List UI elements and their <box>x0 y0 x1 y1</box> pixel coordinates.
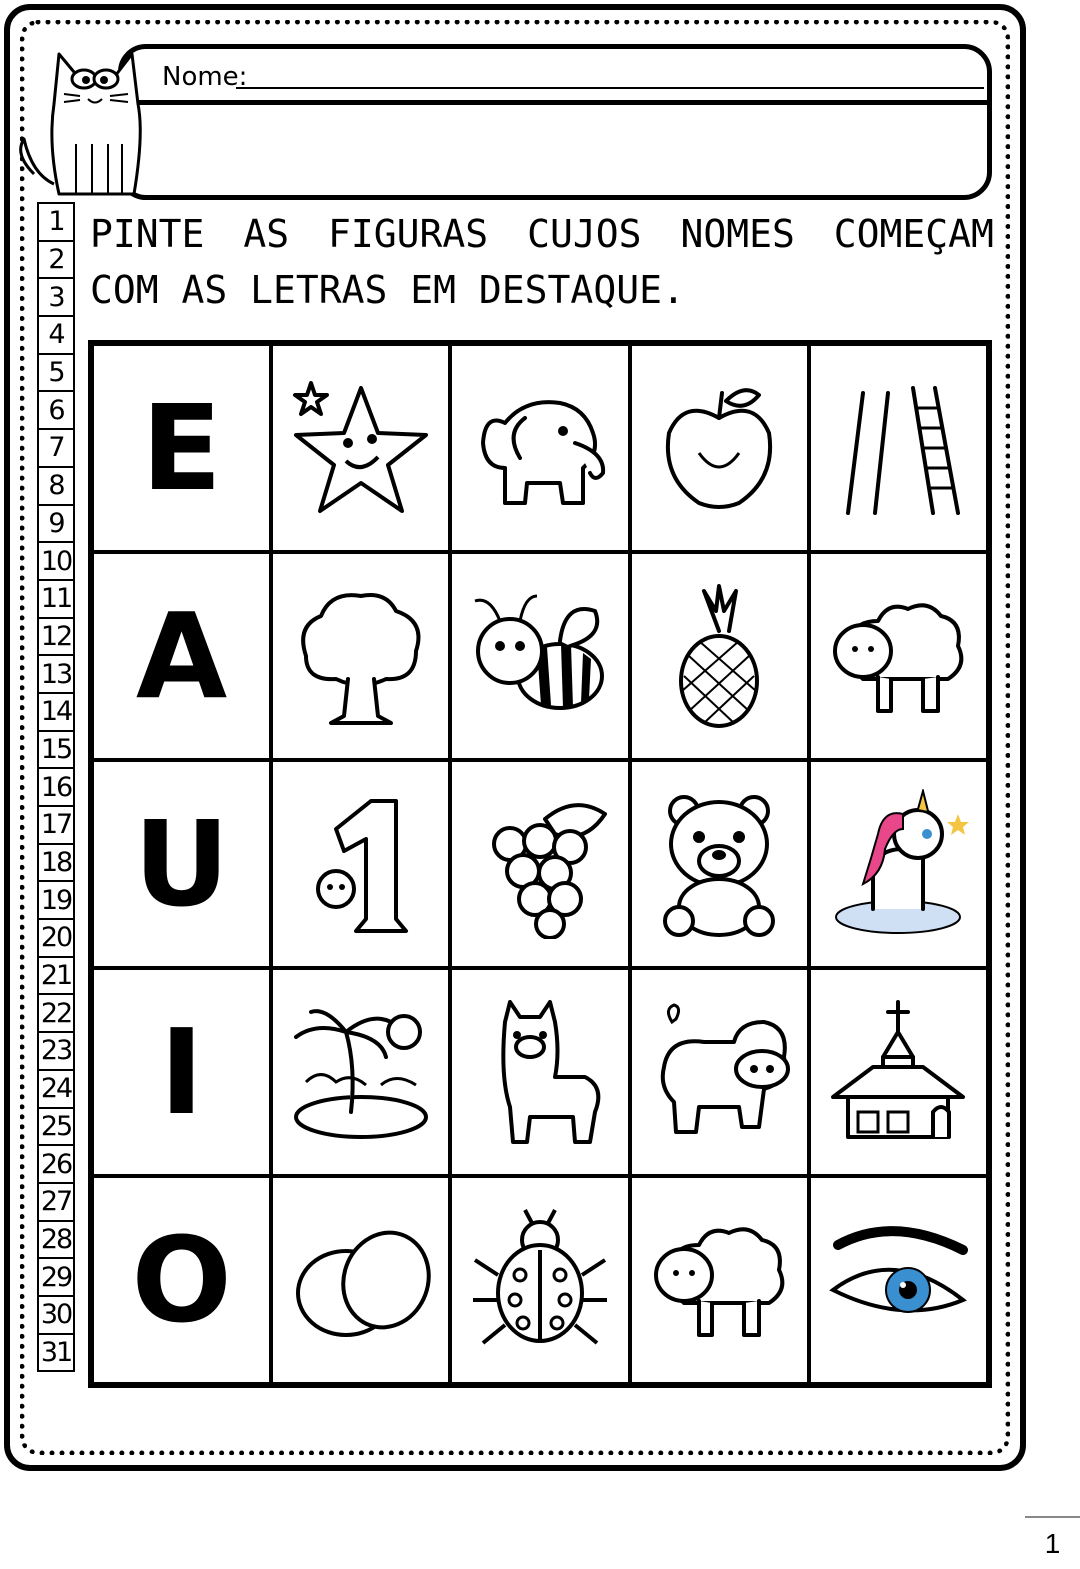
ladder-icon <box>823 373 973 523</box>
day-number-cell[interactable]: 17 <box>37 805 75 845</box>
picture-cell[interactable] <box>271 552 450 760</box>
day-number-column <box>37 204 75 1372</box>
name-box-divider <box>118 100 992 105</box>
instruction-word: COMEÇAM <box>833 212 994 256</box>
eggs-icon <box>286 1205 436 1355</box>
day-number-cell[interactable]: 19 <box>37 880 75 920</box>
picture-cell[interactable] <box>630 344 809 552</box>
letter-cell <box>92 1176 271 1384</box>
grapes-icon <box>465 789 615 939</box>
day-number-cell[interactable]: 1 <box>37 202 75 242</box>
day-number-cell[interactable]: 30 <box>37 1295 75 1335</box>
day-number-cell[interactable]: 14 <box>37 692 75 732</box>
day-number-cell[interactable]: 24 <box>37 1069 75 1109</box>
day-number-cell[interactable]: 10 <box>37 541 75 581</box>
picture-cell[interactable] <box>809 760 988 968</box>
llama-icon <box>465 997 615 1147</box>
bear-icon <box>644 789 794 939</box>
day-number-cell[interactable]: 20 <box>37 918 75 958</box>
instruction-line-1 <box>90 212 994 256</box>
picture-cell[interactable] <box>630 1176 809 1384</box>
instruction-word: AS <box>243 212 290 256</box>
day-number-cell[interactable]: 29 <box>37 1257 75 1297</box>
cat-icon <box>14 44 154 200</box>
letter-cell <box>92 552 271 760</box>
picture-cell[interactable] <box>630 552 809 760</box>
letter-cell <box>92 968 271 1176</box>
unicorn-icon <box>823 789 973 939</box>
pineapple-icon <box>644 581 794 731</box>
hippo-icon <box>644 997 794 1147</box>
picture-cell[interactable] <box>630 760 809 968</box>
day-number-cell[interactable]: 9 <box>37 504 75 544</box>
name-field[interactable] <box>236 87 984 89</box>
island-icon <box>286 997 436 1147</box>
page-number: 1 <box>1025 1516 1080 1560</box>
picture-cell[interactable] <box>809 552 988 760</box>
picture-cell[interactable] <box>630 968 809 1176</box>
picture-cell[interactable] <box>450 760 629 968</box>
picture-cell[interactable] <box>450 344 629 552</box>
picture-cell[interactable] <box>450 1176 629 1384</box>
day-number-cell[interactable]: 4 <box>37 315 75 355</box>
picture-cell[interactable] <box>809 1176 988 1384</box>
day-number-cell[interactable]: 16 <box>37 767 75 807</box>
day-number-cell[interactable]: 31 <box>37 1333 75 1373</box>
letter-cell <box>92 344 271 552</box>
day-number-cell[interactable]: 13 <box>37 654 75 694</box>
day-number-cell[interactable]: 28 <box>37 1220 75 1260</box>
elephant-icon <box>465 373 615 523</box>
eye-icon <box>823 1205 973 1355</box>
letter-cell <box>92 760 271 968</box>
day-number-cell[interactable]: 11 <box>37 579 75 619</box>
day-number-cell[interactable]: 3 <box>37 277 75 317</box>
ladybug-icon <box>465 1205 615 1355</box>
day-number-cell[interactable]: 26 <box>37 1144 75 1184</box>
instruction-word: CUJOS <box>527 212 642 256</box>
picture-cell[interactable] <box>271 760 450 968</box>
day-number-cell[interactable]: 23 <box>37 1031 75 1071</box>
picture-cell[interactable] <box>450 968 629 1176</box>
day-number-cell[interactable]: 25 <box>37 1107 75 1147</box>
apple-icon <box>644 373 794 523</box>
bee-icon <box>465 581 615 731</box>
picture-cell[interactable] <box>271 968 450 1176</box>
picture-cell[interactable] <box>450 552 629 760</box>
star-icon <box>286 373 436 523</box>
highlighted-letter: E <box>141 379 222 517</box>
instruction-word: PINTE <box>90 212 205 256</box>
day-number-cell[interactable]: 27 <box>37 1182 75 1222</box>
number-one-icon <box>286 789 436 939</box>
instruction-word: NOMES <box>680 212 795 256</box>
day-number-cell[interactable]: 22 <box>37 993 75 1033</box>
picture-cell[interactable] <box>809 968 988 1176</box>
highlighted-letter: I <box>159 1003 204 1141</box>
highlighted-letter: O <box>131 1211 232 1349</box>
day-number-cell[interactable]: 6 <box>37 390 75 430</box>
sheep-icon <box>823 581 973 731</box>
church-icon <box>823 997 973 1147</box>
highlighted-letter: A <box>135 587 228 725</box>
picture-cell[interactable] <box>809 344 988 552</box>
day-number-cell[interactable]: 7 <box>37 428 75 468</box>
day-number-cell[interactable]: 15 <box>37 730 75 770</box>
tree-icon <box>286 581 436 731</box>
instruction-line-2: COM AS LETRAS EM DESTAQUE. <box>90 268 685 312</box>
day-number-cell[interactable]: 2 <box>37 240 75 280</box>
name-box <box>118 44 992 200</box>
day-number-cell[interactable]: 21 <box>37 956 75 996</box>
day-number-cell[interactable]: 5 <box>37 353 75 393</box>
name-label: Nome: <box>162 62 248 92</box>
sheep-icon <box>644 1205 794 1355</box>
picture-cell[interactable] <box>271 344 450 552</box>
picture-grid <box>88 340 992 1388</box>
instruction-word: FIGURAS <box>328 212 489 256</box>
day-number-cell[interactable]: 8 <box>37 466 75 506</box>
picture-cell[interactable] <box>271 1176 450 1384</box>
day-number-cell[interactable]: 12 <box>37 617 75 657</box>
day-number-cell[interactable]: 18 <box>37 843 75 883</box>
highlighted-letter: U <box>133 795 230 933</box>
